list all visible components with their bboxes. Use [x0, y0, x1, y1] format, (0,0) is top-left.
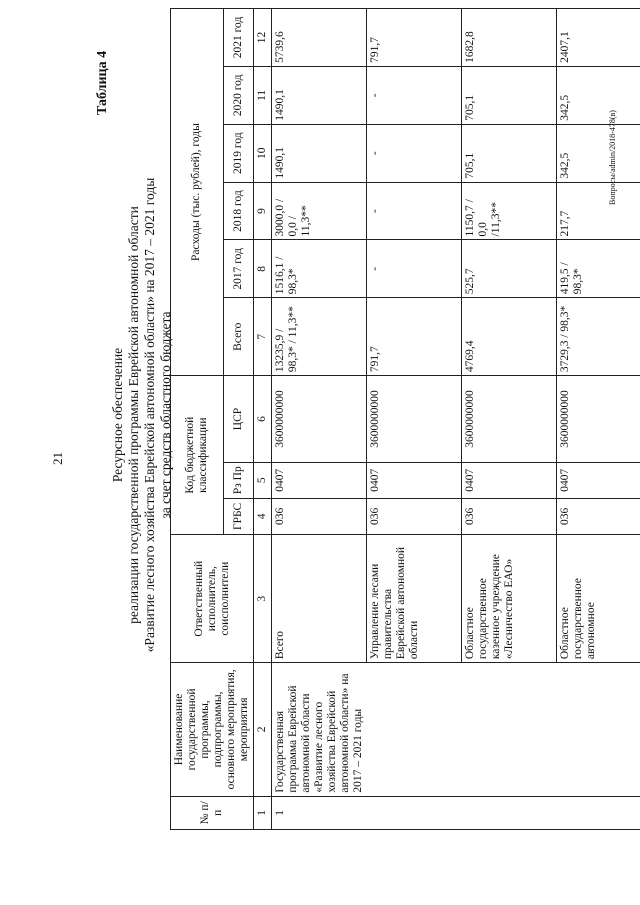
header-expense-group: Расходы (тыс. рублей), годы [171, 9, 224, 376]
column-number: 2 [254, 663, 272, 796]
column-number: 4 [254, 498, 272, 535]
year-cell: 1516,1 / 98,3* [272, 240, 367, 298]
year-cell: 5739,6 [272, 9, 367, 67]
header-year: 2018 год [223, 182, 254, 240]
column-number: 5 [254, 462, 272, 498]
column-number: 3 [254, 535, 272, 663]
column-number-row [254, 9, 272, 830]
header-grbs: ГРБС [223, 498, 254, 535]
executor: Управление лесами правительства Еврейской автономной области [367, 535, 462, 663]
grbs-cell: 036 [462, 498, 557, 535]
header-code-group: Код бюджетной классификации [171, 376, 224, 535]
year-cell: 525,7 [462, 240, 557, 298]
table-label: Таблица 4 [95, 50, 110, 115]
year-cell: - [367, 240, 462, 298]
total-cell: 4769,4 [462, 298, 557, 376]
document-code: Вопросы/admin/2018-478(в) [608, 110, 617, 205]
executor: Областное государственное автономное [557, 535, 640, 663]
year-cell: 342,5 [557, 124, 640, 182]
header-row-1 [171, 9, 224, 830]
table-row [272, 9, 367, 830]
header-year: 2017 год [223, 240, 254, 298]
title-line-3: «Развитие лесного хозяйства Еврейской автономной области» на 2017 – 2021 годы [142, 177, 157, 653]
rzpr-cell: 0407 [462, 462, 557, 498]
column-number: 9 [254, 182, 272, 240]
year-cell: 419,5 / 98,3* [557, 240, 640, 298]
column-number: 12 [254, 9, 272, 67]
year-cell: 2407,1 [557, 9, 640, 67]
header-num: № п/п [171, 796, 254, 829]
year-cell: 705,1 [462, 66, 557, 124]
year-cell: - [367, 66, 462, 124]
year-cell: - [367, 182, 462, 240]
rzpr-cell: 0407 [557, 462, 640, 498]
program-name: Государственная программа Еврейской автономной области «Развитие лесного хозяйства Еврейской автономной области» на 2017 – 2021 годы [272, 663, 640, 796]
total-cell: 3729,3 / 98,3* [557, 298, 640, 376]
year-cell: 1150,7 / 0,0 /11,3** [462, 182, 557, 240]
header-year: 2021 год [223, 9, 254, 67]
year-cell: 791,7 [367, 9, 462, 67]
header-csr: ЦСР [223, 376, 254, 463]
rzpr-cell: 0407 [367, 462, 462, 498]
page-number: 21 [50, 452, 65, 465]
year-cell: 1490,1 [272, 124, 367, 182]
column-number: 8 [254, 240, 272, 298]
year-cell: - [367, 124, 462, 182]
executor: Областное государственное казенное учреждение «Лесничество ЕАО» [462, 535, 557, 663]
header-name: Наименование государственной программы, подпрограммы, основного мероприятия, мероприятия [171, 663, 254, 796]
grbs-cell: 036 [557, 498, 640, 535]
column-number: 11 [254, 66, 272, 124]
grbs-cell: 036 [272, 498, 367, 535]
title-line-1: Ресурсное обеспечение [110, 347, 125, 483]
row-number: 1 [272, 796, 640, 829]
year-cell: 1682,8 [462, 9, 557, 67]
total-cell: 791,7 [367, 298, 462, 376]
year-cell: 3000,0 / 0,0 / 11,3** [272, 182, 367, 240]
csr-cell: 3600000000 [557, 376, 640, 463]
column-number: 1 [254, 796, 272, 829]
csr-cell: 3600000000 [272, 376, 367, 463]
column-number: 10 [254, 124, 272, 182]
header-rzpr: Рз Пр [223, 462, 254, 498]
header-total: Всего [223, 298, 254, 376]
year-cell: 342,5 [557, 66, 640, 124]
year-cell: 217,7 [557, 182, 640, 240]
year-cell: 705,1 [462, 124, 557, 182]
total-cell: 13235,9 / 98,3* / 11,3** [272, 298, 367, 376]
grbs-cell: 036 [367, 498, 462, 535]
resource-table [170, 8, 640, 830]
year-cell: 1490,1 [272, 66, 367, 124]
csr-cell: 3600000000 [367, 376, 462, 463]
column-number: 7 [254, 298, 272, 376]
header-year: 2020 год [223, 66, 254, 124]
header-year: 2019 год [223, 124, 254, 182]
rzpr-cell: 0407 [272, 462, 367, 498]
title-line-2: реализации государственной программы Еврейской автономной области [126, 206, 141, 624]
document-title [110, 105, 174, 725]
title-line-4: за счет средств областного бюджета [158, 311, 173, 519]
csr-cell: 3600000000 [462, 376, 557, 463]
executor: Всего [272, 535, 367, 663]
header-exec: Ответственный исполнитель, соисполнители [171, 535, 254, 663]
column-number: 6 [254, 376, 272, 463]
